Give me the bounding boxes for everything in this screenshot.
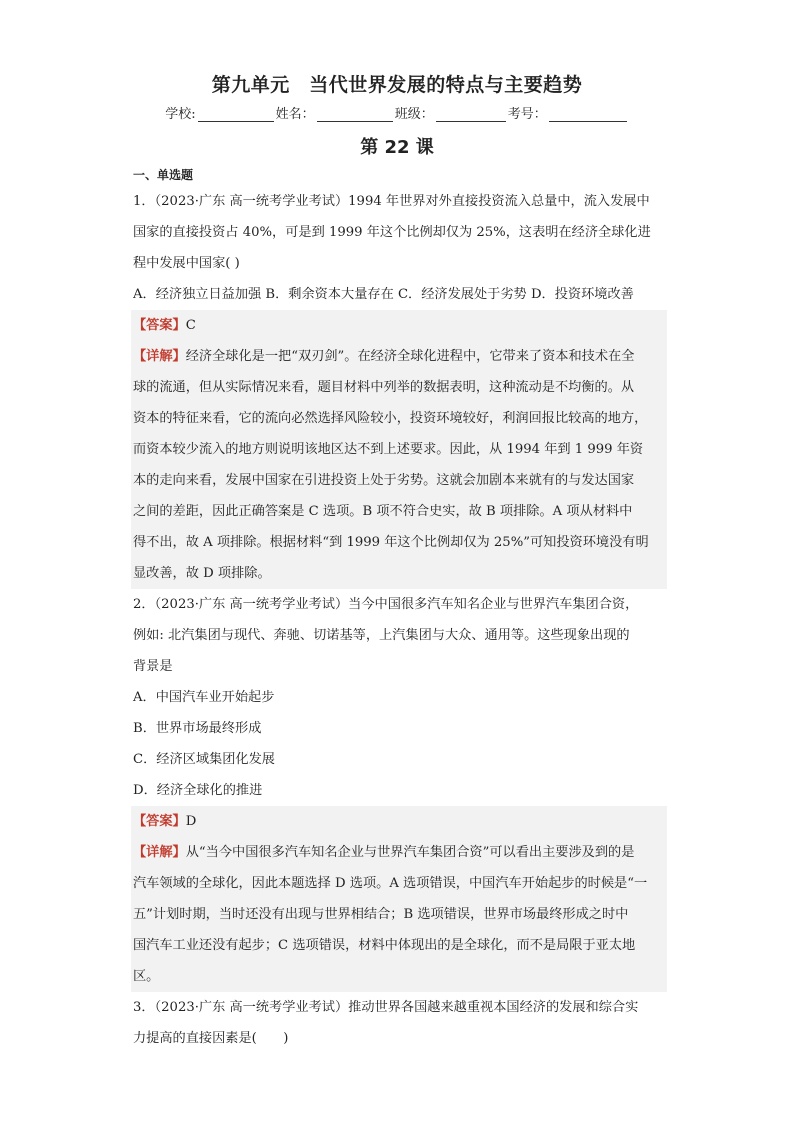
detail-tag: 【详解】	[133, 349, 186, 364]
question-1-detail-line: 而资本较少流入的地方则说明该地区达不到上述要求。因此，从 1994 年到 1 999 年资	[133, 442, 644, 457]
question-list	[133, 186, 663, 1054]
exam-no-label: 考号：	[507, 107, 547, 122]
question-2-stem-line: 背景是	[133, 659, 173, 674]
lesson-title: 第 22 课	[360, 137, 434, 158]
question-1-stem-line: 1．（2023·广东 高一统考学业考试）1994 年世界对外直接投资流入总量中，流入发展中	[133, 194, 650, 209]
question-1-detail-line: 显改善，故 D 项排除。	[133, 566, 271, 581]
school-blank[interactable]	[198, 108, 274, 122]
question-2-answer	[133, 806, 667, 837]
question-2-stem-line: 例如: 北汽集团与现代、奔驰、切诺基等，上汽集团与大众、通用等。这些现象出现的	[133, 628, 630, 643]
student-info-row	[0, 103, 794, 122]
question-3-stem-line: 3．（2023·广东 高一统考学业考试）推动世界各国越来越重视本国经济的发展和综合实	[133, 1000, 639, 1015]
question-2-detail-line: 区。	[133, 969, 160, 984]
question-2-stem-line: 2．（2023·广东 高一统考学业考试）当今中国很多汽车知名企业与世界汽车集团合资，	[133, 597, 639, 612]
question-2-detail-line: 五”计划时期，当时还没有出现与世界相结合；B 选项错误，世界市场最终形成之时中	[133, 907, 629, 922]
question-2-detail-line: 国汽车工业还没有起步；C 选项错误，材料中体现出的是全球化，而不是局限于亚太地	[133, 938, 636, 953]
option-c[interactable]: C．经济区域集团化发展	[133, 752, 275, 767]
name-label: 姓名：	[275, 107, 315, 122]
question-2-detail-line	[133, 837, 667, 868]
detail-tag: 【详解】	[133, 845, 186, 860]
exam-no-blank[interactable]	[549, 108, 627, 122]
question-1-stem-line: 国家的直接投资占 40%，可是到 1999 年这个比例却仅为 25%，这表明在经济全球化进	[133, 225, 651, 240]
class-label: 班级：	[394, 107, 434, 122]
option-a[interactable]: A．中国汽车业开始起步	[133, 690, 275, 705]
question-1-stem-line: 程中发展中国家( )	[133, 256, 240, 271]
question-1-detail-line: 之间的差距，因此正确答案是 C 选项。B 项不符合史实，故 B 项排除。A 项从材料中	[133, 504, 633, 519]
detail-text: 经济全球化是一把“双刃剑”。在经济全球化进程中，它带来了资本和技术在全	[185, 349, 635, 364]
answer-value: D	[185, 814, 197, 829]
name-blank[interactable]	[317, 108, 393, 122]
question-1-solution	[131, 310, 667, 589]
question-1-detail-line: 资本的特征来看，它的流向必然选择风险较小，投资环境较好，利润回报比较高的地方，	[133, 411, 648, 426]
question-1-answer	[133, 310, 667, 341]
option-b[interactable]: B．世界市场最终形成	[133, 721, 262, 736]
question-1-detail-line: 球的流通，但从实际情况来看，题目材料中列举的数据表明，这种流动是不均衡的。从	[133, 380, 635, 395]
question-2	[133, 589, 663, 992]
question-1-detail-line	[133, 341, 667, 372]
question-1-options: A．经济独立日益加强 B．剩余资本大量存在 C．经济发展处于劣势 D．投资环境改善	[133, 287, 634, 302]
detail-text: 从“当今中国很多汽车知名企业与世界汽车集团合资”可以看出主要涉及到的是	[185, 845, 635, 860]
question-3-stem-line: 力提高的直接因素是( )	[133, 1031, 289, 1046]
option-d[interactable]: D．经济全球化的推进	[133, 783, 263, 798]
question-1-detail-line: 得不出，故 A 项排除。根据材料“到 1999 年这个比例却仅为 25%”可知投资环境没有明	[133, 535, 649, 550]
question-2-solution	[131, 806, 667, 992]
question-2-detail-line: 汽车领域的全球化，因此本题选择 D 选项。A 选项错误，中国汽车开始起步的时候是“一	[133, 876, 648, 891]
question-3	[133, 992, 663, 1054]
unit-title: 第九单元 当代世界发展的特点与主要趋势	[211, 74, 583, 96]
question-1	[133, 186, 663, 589]
question-1-detail-line: 本的走向来看，发展中国家在引进投资上处于劣势。这就会加剧本来就有的与发达国家	[133, 473, 635, 488]
school-label: 学校:	[165, 107, 196, 122]
section-title: 一、单选题	[133, 168, 194, 182]
class-blank[interactable]	[436, 108, 506, 122]
answer-tag: 【答案】	[133, 318, 186, 333]
answer-value: C	[185, 318, 196, 333]
answer-tag: 【答案】	[133, 814, 186, 829]
